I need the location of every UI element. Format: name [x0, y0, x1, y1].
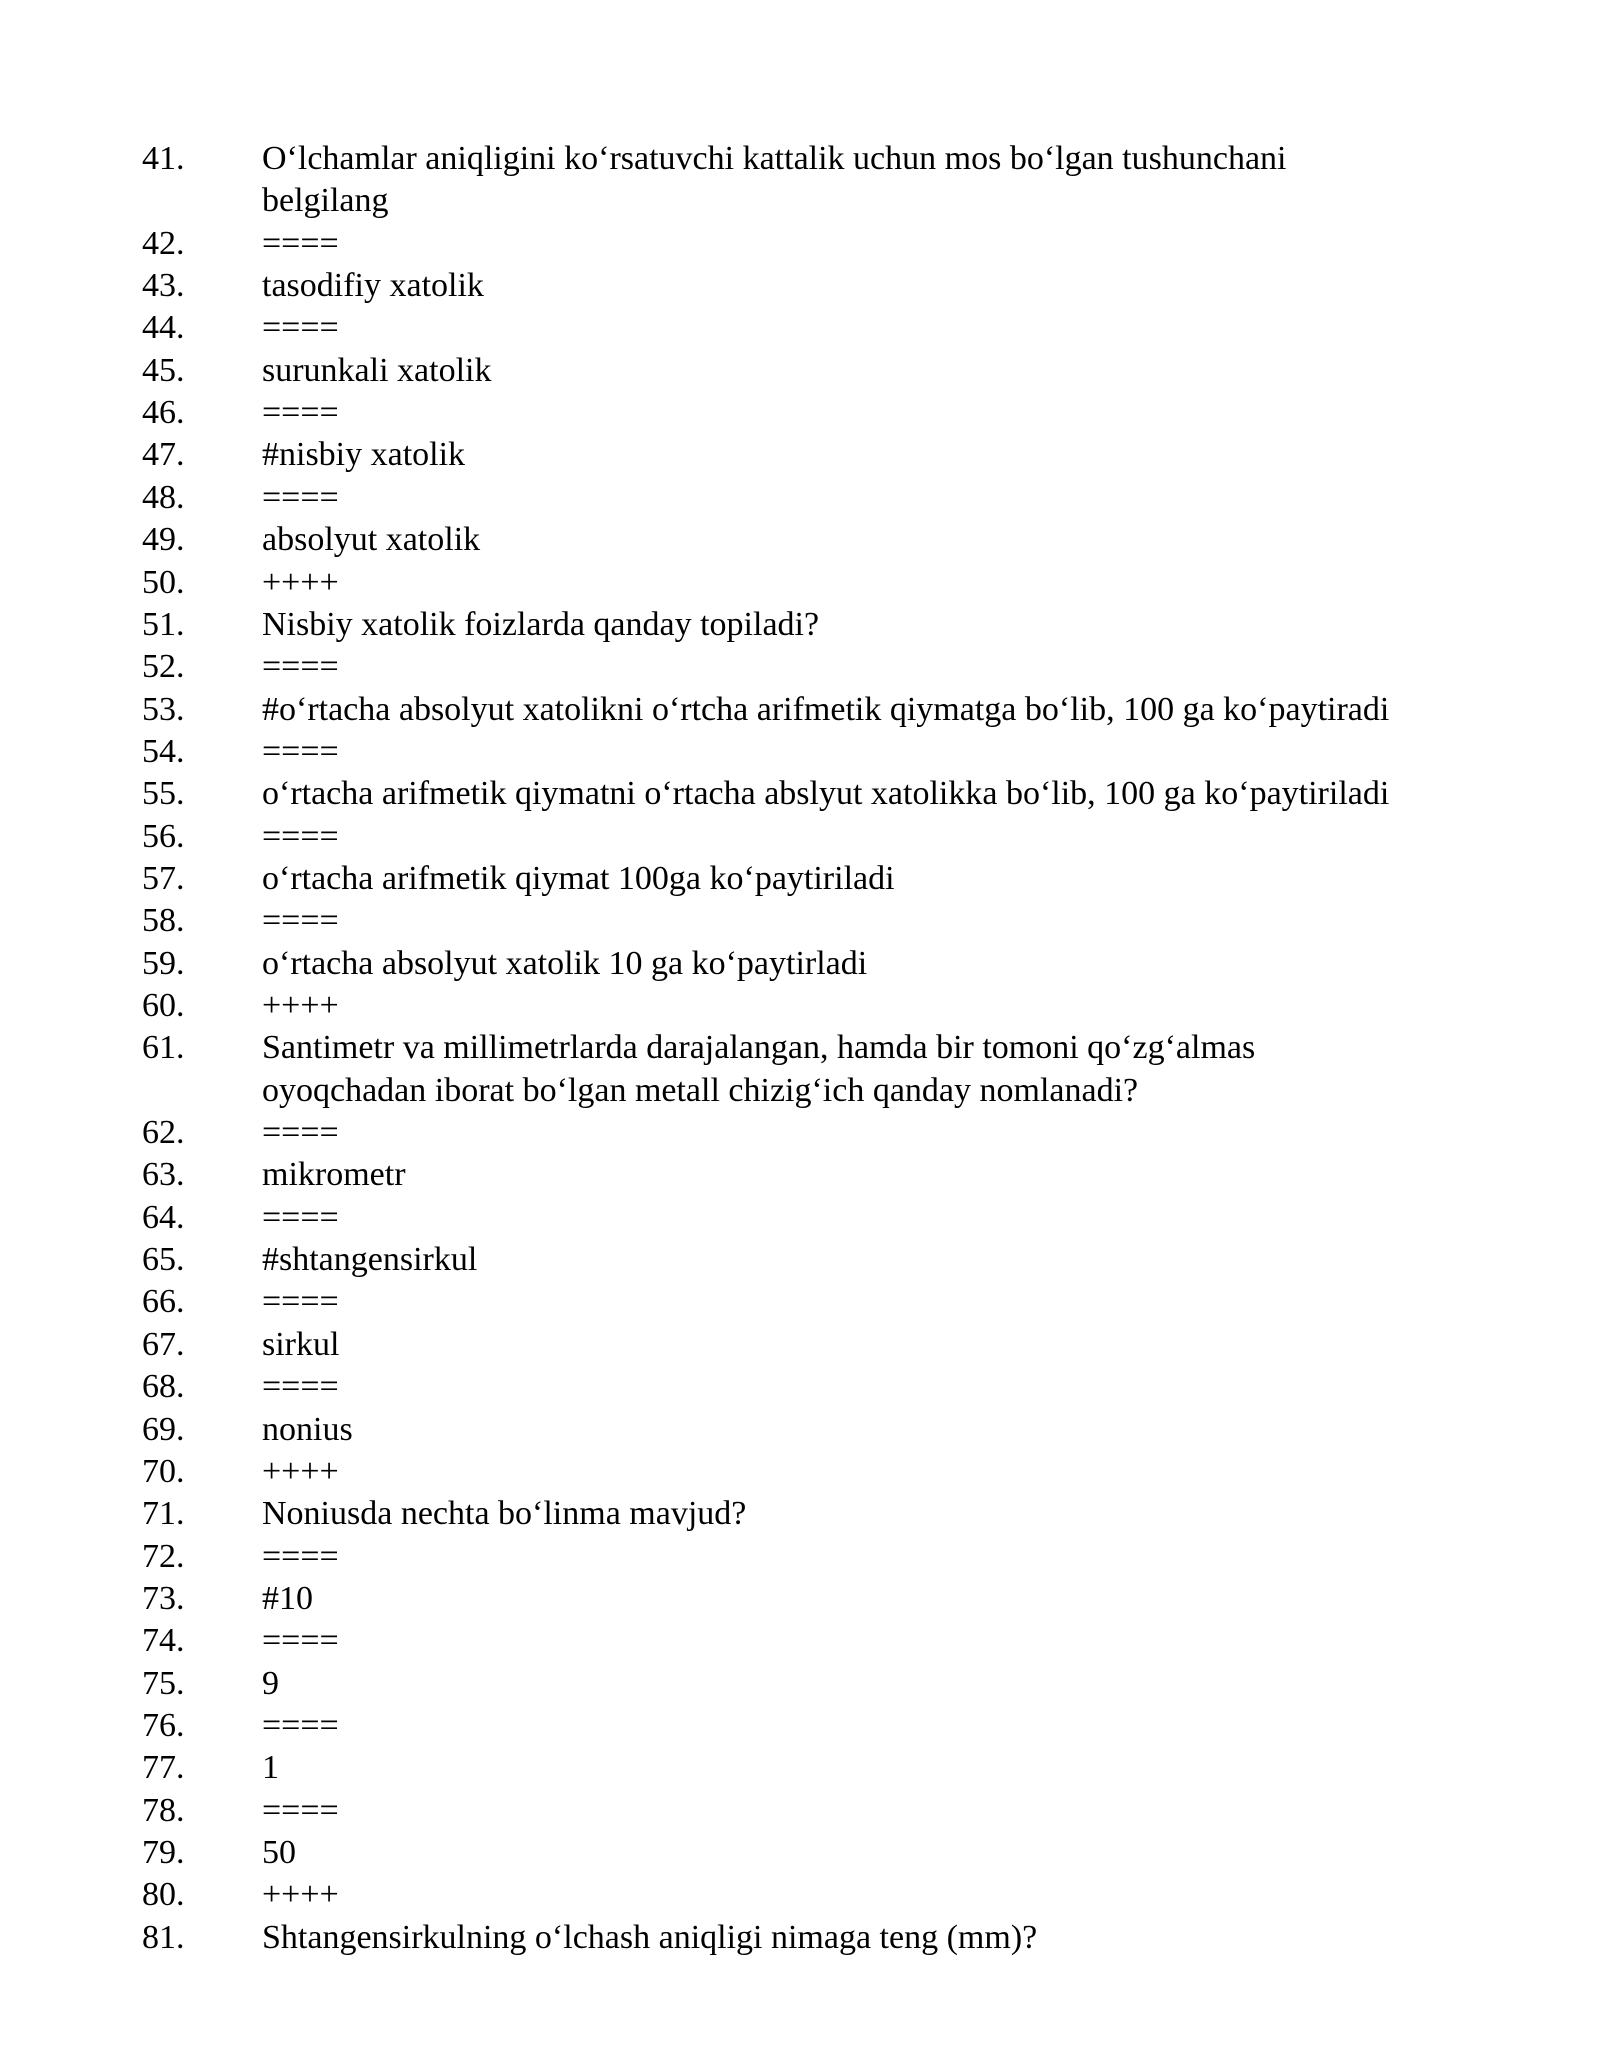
list-item: [0, 392, 1600, 434]
list-item: [0, 1705, 1600, 1747]
list-item: [0, 1536, 1600, 1578]
list-item: [0, 1663, 1600, 1705]
list-item: [0, 1874, 1600, 1916]
item-text: ====: [262, 1791, 339, 1829]
item-number: 46.: [142, 394, 185, 432]
item-number: 42.: [142, 224, 185, 262]
item-text: nonius: [262, 1410, 353, 1448]
item-number: 64.: [142, 1198, 185, 1236]
item-text: ====: [262, 1114, 339, 1152]
item-text: o‘rtacha arifmetik qiymat 100ga ko‘paytiriladi: [262, 859, 895, 897]
list-item: [0, 1493, 1600, 1535]
item-number: 76.: [142, 1706, 185, 1744]
list-item: [0, 773, 1600, 815]
item-number: 44.: [142, 309, 185, 347]
list-item: [0, 1324, 1600, 1366]
item-text: ====: [262, 902, 339, 940]
list-item: [0, 1154, 1600, 1196]
item-text: ++++: [262, 987, 339, 1024]
item-number: 72.: [142, 1537, 185, 1575]
item-number: 53.: [142, 690, 185, 728]
item-number: 48.: [142, 478, 185, 516]
item-text: #o‘rtacha absolyut xatolikni o‘rtcha arifmetik qiymatga bo‘lib, 100 ga ko‘paytiradi: [262, 690, 1390, 728]
item-number: 62.: [142, 1114, 185, 1152]
list-item: [0, 350, 1600, 392]
item-text: ====: [262, 1368, 339, 1406]
item-text: oyoqchadan iborat bo‘lgan metall chizig‘ich qanday nomlanadi?: [262, 1071, 1139, 1109]
list-item: [0, 519, 1600, 561]
item-text: Nisbiy xatolik foizlarda qanday topiladi?: [262, 605, 820, 643]
list-item: [0, 477, 1600, 519]
list-item: [0, 1239, 1600, 1281]
item-text: ====: [262, 1537, 339, 1575]
item-text: surunkali xatolik: [262, 351, 492, 389]
list-item: [0, 985, 1600, 1027]
item-number: 61.: [142, 1029, 185, 1067]
item-text: #10: [262, 1579, 313, 1617]
item-number: 51.: [142, 605, 185, 643]
item-number: 78.: [142, 1791, 185, 1829]
item-text: 9: [262, 1664, 279, 1702]
item-number: 73.: [142, 1579, 185, 1617]
item-number: 67.: [142, 1325, 185, 1363]
item-number: 71.: [142, 1495, 185, 1533]
item-text: ====: [262, 1706, 339, 1744]
item-text: #shtangensirkul: [262, 1241, 478, 1279]
item-text: o‘rtacha arifmetik qiymatni o‘rtacha abslyut xatolikka bo‘lib, 100 ga ko‘paytiriladi: [262, 775, 1390, 813]
item-text: tasodifiy xatolik: [262, 267, 484, 305]
list-item: [0, 434, 1600, 476]
item-text: #nisbiy xatolik: [262, 436, 466, 474]
item-number: 77.: [142, 1749, 185, 1787]
item-text: Santimetr va millimetrlarda darajalangan, hamda bir tomoni qo‘zg‘almas: [262, 1029, 1256, 1067]
item-text: 50: [262, 1834, 296, 1871]
item-number: 65.: [142, 1241, 185, 1279]
item-text: Shtangensirkulning o‘lchash aniqligi nimaga teng (mm)?: [262, 1918, 1038, 1956]
item-number: 57.: [142, 859, 185, 897]
item-text: O‘lchamlar aniqligini ko‘rsatuvchi kattalik uchun mos bo‘lgan tushunchani: [262, 140, 1287, 177]
item-number: 41.: [142, 140, 185, 177]
list-item: [0, 1790, 1600, 1832]
list-item: [0, 943, 1600, 985]
list-item: [0, 689, 1600, 731]
item-number: 45.: [142, 351, 185, 389]
item-number: 50.: [142, 563, 185, 601]
item-text: Noniusda nechta bo‘linma mavjud?: [262, 1495, 747, 1533]
item-text: absolyut xatolik: [262, 521, 481, 559]
item-number: 58.: [142, 902, 185, 940]
list-item: [0, 1197, 1600, 1239]
item-number: 43.: [142, 267, 185, 305]
list-item: [0, 1409, 1600, 1451]
list-item: [0, 1917, 1600, 1959]
item-text: ++++: [262, 1876, 339, 1914]
list-item: [0, 646, 1600, 688]
list-item: [0, 223, 1600, 265]
item-number: 56.: [142, 817, 185, 855]
item-text: ====: [262, 1198, 339, 1236]
item-text: 1: [262, 1749, 279, 1787]
list-item: [0, 1578, 1600, 1620]
list-item: [0, 1832, 1600, 1874]
list-item: [0, 1451, 1600, 1493]
item-text: ====: [262, 478, 339, 516]
list-item: [0, 900, 1600, 942]
item-number: 75.: [142, 1664, 185, 1702]
list-item-continuation: [0, 180, 1600, 222]
list-item: [0, 816, 1600, 858]
item-text: ++++: [262, 563, 339, 601]
item-number: 68.: [142, 1368, 185, 1406]
list-item: [0, 1027, 1600, 1069]
item-number: 66.: [142, 1283, 185, 1321]
item-text: belgilang: [262, 182, 389, 220]
item-text: ====: [262, 394, 339, 432]
item-text: ====: [262, 1622, 339, 1660]
item-number: 54.: [142, 732, 185, 770]
list-item: [0, 138, 1600, 180]
item-number: 81.: [142, 1918, 185, 1956]
item-text: ====: [262, 732, 339, 770]
item-number: 49.: [142, 521, 185, 559]
item-text: mikrometr: [262, 1156, 406, 1194]
item-number: 80.: [142, 1876, 185, 1914]
list-item: [0, 562, 1600, 604]
list-item: [0, 858, 1600, 900]
item-text: ====: [262, 224, 339, 262]
list-item: [0, 1747, 1600, 1789]
item-number: 69.: [142, 1410, 185, 1448]
item-text: ====: [262, 1283, 339, 1321]
item-number: 47.: [142, 436, 185, 474]
item-text: sirkul: [262, 1325, 340, 1363]
list-item-continuation: [0, 1070, 1600, 1112]
item-number: 70.: [142, 1452, 185, 1490]
item-number: 59.: [142, 944, 185, 982]
list-item: [0, 604, 1600, 646]
list-item: [0, 1112, 1600, 1154]
item-text: o‘rtacha absolyut xatolik 10 ga ko‘paytirladi: [262, 944, 868, 982]
list-item: [0, 1281, 1600, 1323]
item-text: ====: [262, 817, 339, 855]
item-number: 63.: [142, 1156, 185, 1194]
item-text: ====: [262, 648, 339, 686]
list-item: [0, 1366, 1600, 1408]
list-item: [0, 1620, 1600, 1662]
list-item: [0, 731, 1600, 773]
item-number: 79.: [142, 1834, 185, 1871]
item-number: 60.: [142, 987, 185, 1024]
item-text: ====: [262, 309, 339, 347]
item-number: 55.: [142, 775, 185, 813]
item-number: 52.: [142, 648, 185, 686]
item-text: ++++: [262, 1452, 339, 1490]
list-item: [0, 265, 1600, 307]
list-item: [0, 307, 1600, 349]
item-number: 74.: [142, 1622, 185, 1660]
